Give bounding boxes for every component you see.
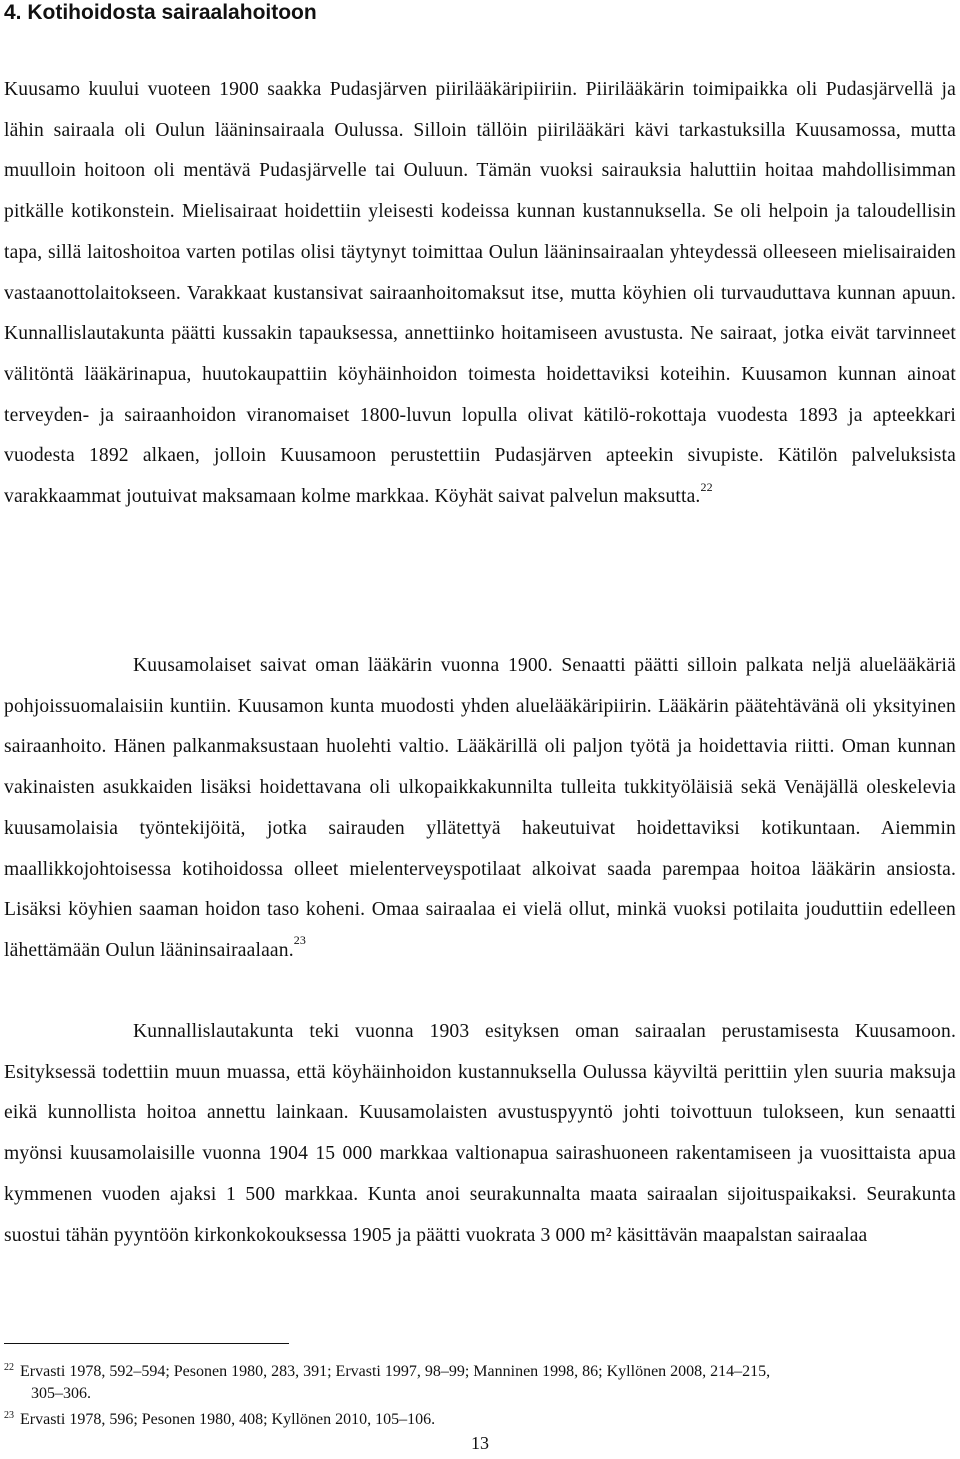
footnote-text: Ervasti 1978, 596; Pesonen 1980, 408; Kyllönen 2010, 105–106.	[20, 1411, 436, 1428]
body-paragraph-3	[4, 1012, 956, 1256]
footnote-text-continued: 305–306.	[31, 1385, 91, 1402]
body-paragraph-2	[4, 646, 956, 972]
footnote-22	[4, 1362, 956, 1404]
paragraph-text: Kuusamolaiset saivat oman lääkärin vuonna 1900. Senaatti päätti silloin palkata neljä aluelääkäriä pohjoissuomalaisiin kuntiin. Kuusamon kunta muodosti yhden aluelääkäripiirin. Lääkärin päätehtävänä oli yksityinen sairaanhoito. Hänen palkanmaksustaan huolehti valtio. Lääkärillä oli paljon työtä ja hoidettavia riitti. Oman kunnan vakinaisten asukkaiden lisäksi hoidettavana oli ulkopaikkakunnilta tulleita tukkityöläisiä sekä Venäjällä oleskelevia kuusamolaisia työntekijöitä, jotka sairauden yllätettyä hakeutuivat hoidettaviksi kotikuntaan. Aiemmin maallikkojohtoisessa kotihoidossa olleet mielenterveyspotilaat alkoivat saada parempaa hoitoa lääkärin ansiosta. Lisäksi köyhien saaman hoidon taso koheni. Omaa sairaalaa ei vielä ollut, minkä vuoksi potilaita jouduttiin edelleen lähettämään Oulun lääninsairaalaan.	[4, 655, 956, 961]
footnote-ref-23: 23	[293, 933, 307, 948]
footnote-number: 23	[4, 1410, 14, 1421]
footnote-text: Ervasti 1978, 592–594; Pesonen 1980, 283, 391; Ervasti 1997, 98–99; Manninen 1998, 86; Kyllönen 2008, 214–215,	[20, 1363, 771, 1380]
footnote-separator	[4, 1343, 289, 1344]
footnote-number: 22	[4, 1362, 14, 1373]
footnote-23	[4, 1410, 956, 1432]
body-paragraph-1	[4, 70, 956, 518]
page-number: 13	[471, 1433, 489, 1453]
paragraph-text: Kunnallislautakunta teki vuonna 1903 esityksen oman sairaalan perustamisesta Kuusamoon. Esityksessä todettiin muun muassa, että köyhäinhoidon kustannuksella Oulussa käyviltä perittiin ylen suuria maksuja eikä kunnollista hoitoa annettu lainkaan. Kuusamolaisten avustuspyyntö johti toivottuun tulokseen, kun senaatti myönsi kuusamolaisille vuonna 1904 15 000 markkaa valtionapua sairashuoneen rakentamiseen ja vuosittaista apua kymmenen vuoden ajaksi 1 500 markkaa. Kunta anoi seurakunnalta maata sairaalan sijoituspaikaksi. Seurakunta suostui tähän pyyntöön kirkonkokouksessa 1905 ja päätti vuokrata 3 000 m² käsittävän maapalstan sairaalaa	[4, 1021, 956, 1246]
paragraph-text: Kuusamo kuului vuoteen 1900 saakka Pudasjärven piirilääkäripiiriin. Piirilääkärin toimipaikka oli Pudasjärvellä ja lähin sairaala oli Oulun lääninsairaala Oulussa. Silloin tällöin piirilääkäri kävi tarkastuksilla Kuusamossa, mutta muulloin hoitoon oli mentävä Pudasjärvelle tai Ouluun. Tämän vuoksi sairauksia haluttiin hoitaa mahdollisimman pitkälle kotikonstein. Mielisairaat hoidettiin yleisesti kodeissa kunnan kustannuksella. Se oli helpoin ja taloudellisin tapa, sillä laitoshoitoa varten potilas olisi täytynyt toimittaa Oulun lääninsairaalan yhteydessä olleeseen mielisairaiden vastaanottolaitokseen. Varakkaat kustansivat sairaanhoitomaksut itse, mutta köyhien oli turvauduttava kunnan apuun. Kunnallislautakunta päätti kussakin tapauksessa, annettiinko hoitamiseen avustusta. Ne sairaat, jotka eivät tarvinneet välitöntä lääkärinapua, huutokaupattiin köyhäinhoidon toimesta hoidettaviksi koteihin. Kuusamon kunnan ainoat terveyden- ja sairaanhoidon viranomaiset 1800-luvun lopulla olivat kätilö-rokottaja vuodesta 1893 ja apteekkari vuodesta 1892 alkaen, jolloin Kuusamoon perustettiin Pudasjärven apteekin sivupiste. Kätilön palveluksista varakkaammat joutuivat maksamaan kolme markkaa. Köyhät saivat palvelun maksutta.	[4, 79, 956, 508]
chapter-heading: 4. Kotihoidosta sairaalahoitoon	[4, 1, 317, 24]
footnote-ref-22: 22	[700, 479, 713, 494]
